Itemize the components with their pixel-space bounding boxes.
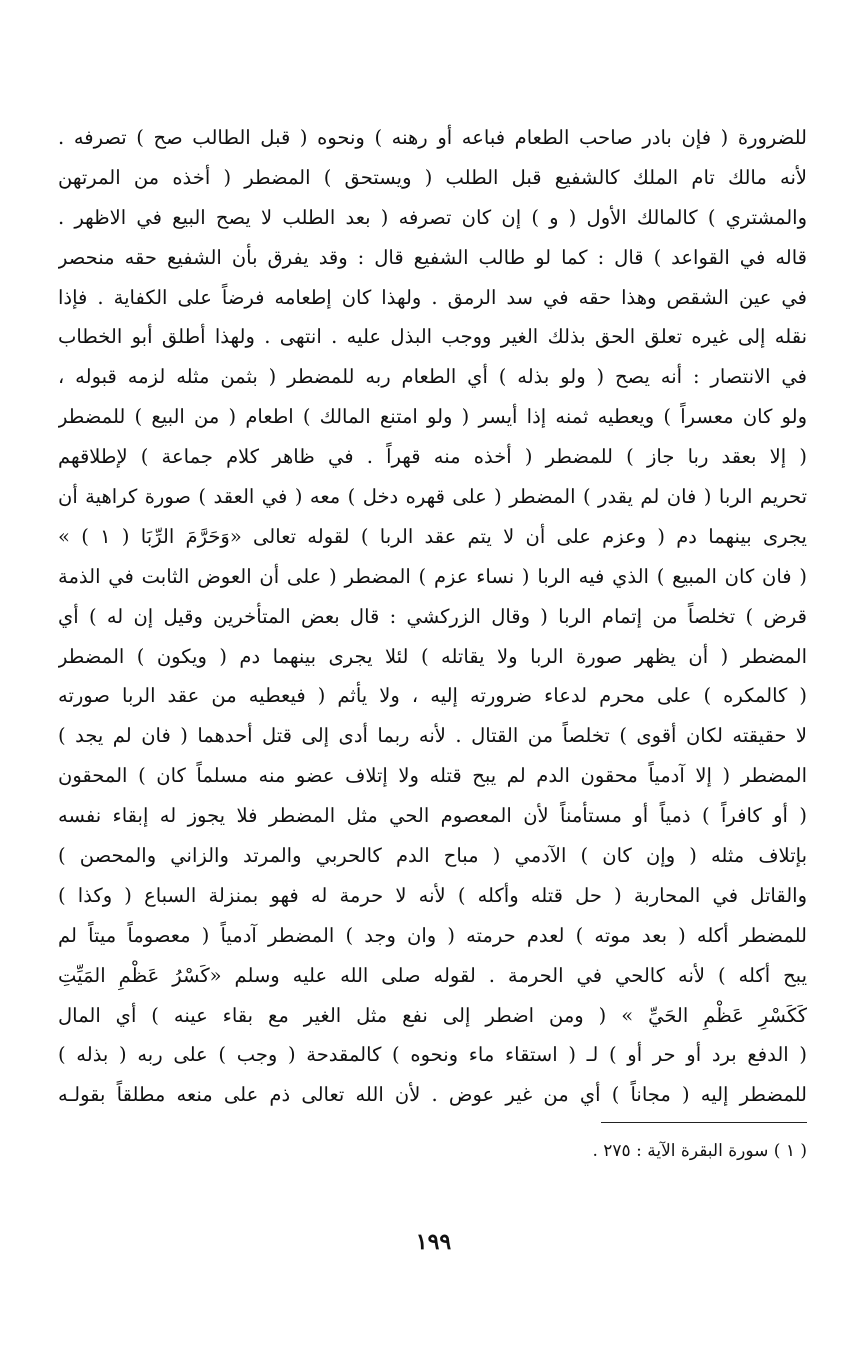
text-line: ( الدفع برد أو حر أو ) لـ ( استقاء ماء ونحوه ) كالمقدحة ( وجب ) على ربه ( بذله )	[58, 1043, 807, 1067]
text-line: كَكَسْرِ عَظْمِ الحَيِّ » ( ومن اضطر إلى نفع مثل الغير مع بقاء عينه ) أي المال	[58, 1003, 807, 1027]
text-line: للمضطر إليه ( مجاناً ) أي من غير عوض . لأن الله تعالى ذم على منعه مطلقاً بقولـه	[58, 1083, 807, 1107]
text-line: قاله في القواعد ) قال : كما لو طالب الشفيع قال : وقد يفرق بأن الشفيع حقه منحصر	[58, 245, 807, 269]
text-line: في الانتصار : أنه يصح ( ولو بذله ) أي الطعام ربه للمضطر ( بثمن مثله لزمه قبوله ،	[58, 365, 807, 389]
page-number: ١٩٩	[415, 1229, 452, 1255]
text-line: يبح أكله ) لأنه كالحي في الحرمة . لقوله صلى الله عليه وسلم «كَسْرُ عَظْمِ المَيِّتِ	[58, 963, 807, 987]
text-line: ولو كان معسراً ) ويعطيه ثمنه إذا أيسر ( ولو امتنع المالك ) اطعام ( من البيع ) للمضطر	[58, 405, 807, 429]
main-text-block	[58, 118, 807, 1115]
footnote-divider	[601, 1122, 807, 1123]
text-line: في عين الشقص وهذا حقه في سد الرمق . ولهذا كان إطعامه فرضاً على الكفاية . فإذا	[58, 285, 807, 309]
text-line: ( إلا بعقد ربا جاز ) للمضطر ( أخذه منه قهراً . في ظاهر كلام جماعة ) لإطلاقهم	[58, 445, 807, 469]
text-line: يجرى بينهما دم ( وعزم على أن لا يتم عقد الربا ) لقوله تعالى «وَحَرَّمَ الرِّبَا ( ١ ) »	[58, 524, 807, 548]
text-line: نقله إلى غيره تعلق الحق بذلك الغير ووجب البذل عليه . انتهى . ولهذا أطلق أبو الخطاب	[58, 325, 807, 349]
text-line: للمضطر أكله ( بعد موته ) لعدم حرمته ( وان وجد ) المضطر آدمياً ( معصوماً ميتاً لم	[58, 923, 807, 947]
text-line: والقاتل في المحاربة ( حل قتله وأكله ) لأنه لا حرمة له فهو بمنزلة السباع ( وكذا )	[58, 883, 807, 907]
text-line: لا حقيقته لكان أقوى ) تخلصاً من القتال . لأنه ربما أدى إلى قتل أحدهما ( فان لم يجد )	[58, 724, 807, 748]
text-line: بإتلاف مثله ( وإن كان ) الآدمي ( مباح الدم كالحربي والمرتد والزاني والمحصن )	[58, 844, 807, 868]
text-line: ( فان كان المبيع ) الذي فيه الربا ( نساء عزم ) المضطر ( على أن العوض الثابت في الذمة	[58, 564, 807, 588]
footnote: ( ١ ) سورة البقرة الآية : ٢٧٥ .	[592, 1141, 807, 1161]
text-line: قرض ) تخلصاً من إتمام الربا ( وقال الزركشي : قال بعض المتأخرين وقيل إن له ) أي	[58, 604, 807, 628]
text-line: المضطر ( أن يظهر صورة الربا ولا يقاتله ) لئلا يجرى بينهما دم ( ويكون ) المضطر	[58, 644, 807, 668]
text-line: لأنه مالك تام الملك كالشفيع قبل الطلب ( ويستحق ) المضطر ( أخذه من المرتهن	[58, 165, 807, 189]
text-line: المضطر ( إلا آدمياً محقون الدم لم يبح قتله ولا إتلاف عضو منه مسلماً كان ) المحقون	[58, 764, 807, 788]
text-line: تحريم الربا ( فان لم يقدر ) المضطر ( على قهره دخل ) معه ( في العقد ) صورة كراهية أن	[58, 485, 807, 509]
text-line: ( كالمكره ) على محرم لدعاء ضرورته إليه ، ولا يأثم ( فيعطيه من عقد الربا صورته	[58, 684, 807, 708]
text-line: ( أو كافراً ) ذمياً أو مستأمناً لأن المعصوم الحي مثل المضطر فلا يجوز له إبقاء نفسه	[58, 804, 807, 828]
text-line: والمشتري ) كالمالك الأول ( و ) إن كان تصرفه ( بعد الطلب لا يصح البيع في الاظهر .	[58, 205, 807, 229]
text-line: للضرورة ( فإن بادر صاحب الطعام فباعه أو رهنه ) ونحوه ( قبل الطالب صح ) تصرفه .	[58, 126, 807, 149]
